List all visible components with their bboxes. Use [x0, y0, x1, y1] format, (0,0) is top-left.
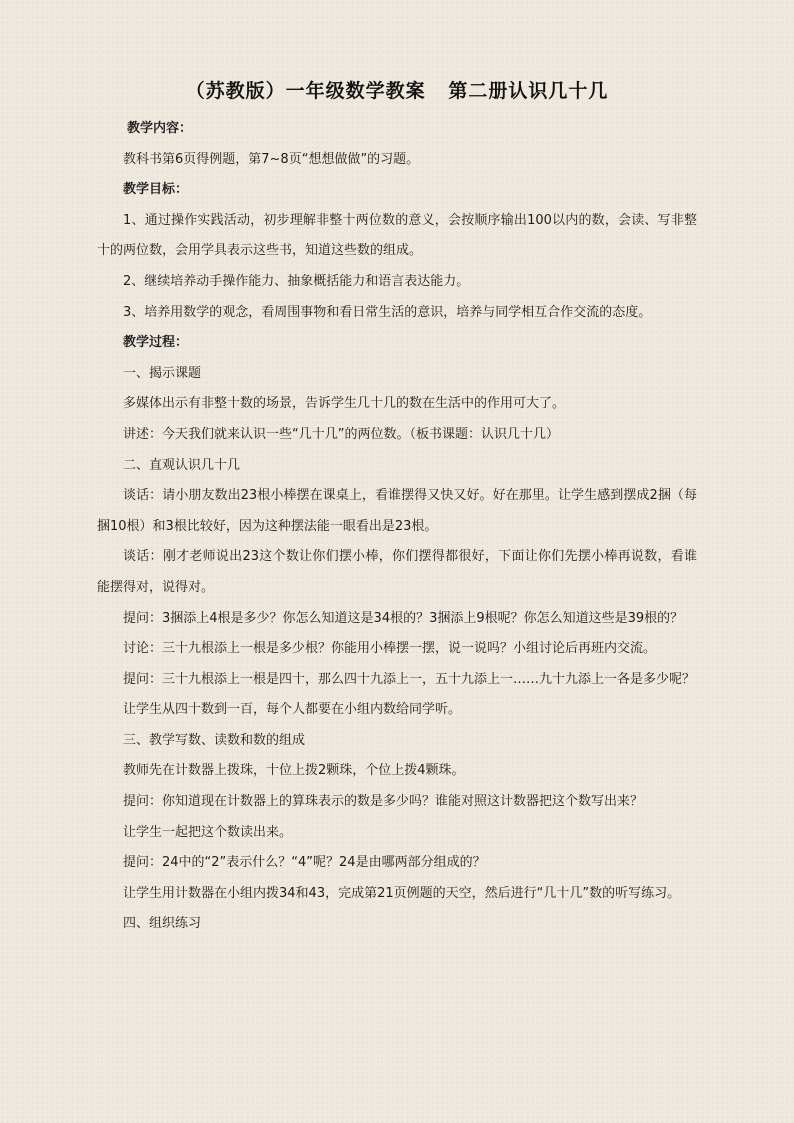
paragraph: 2、继续培养动手操作能力、抽象概括能力和语言表达能力。: [123, 273, 470, 289]
paragraph: 二、直观认识几十几: [123, 457, 241, 473]
section-heading: 教学内容：: [127, 121, 193, 136]
paragraph: 谈话：请小朋友数出23根小棒摆在课桌上，看谁摆得又快又好。好在那里。让学生感到摆成2捆（每捆10根）和3根比较好，因为这种摆法能一眼看出是23根。: [97, 488, 697, 534]
paragraph: 提问：3捆添上4根是多少？你怎么知道这是34根的？3捆添上9根呢？你怎么知道这些是39根的？: [123, 610, 684, 626]
paragraph: 谈话：刚才老师说出23这个数让你们摆小棒，你们摆得都很好，下面让你们先摆小棒再说数，看谁能摆得对，说得对。: [97, 549, 697, 595]
paragraph: 四、组织练习: [123, 916, 202, 932]
paragraph: 多媒体出示有非整十数的场景，告诉学生几十几的数在生活中的作用可大了。: [123, 396, 566, 412]
paragraph: 教科书第6页得例题，第7~8页“想想做做”的习题。: [123, 151, 420, 167]
section-heading: 教学目标：: [123, 182, 189, 198]
paragraph: 一、揭示课题: [123, 365, 202, 381]
paragraph: 让学生一起把这个数读出来。: [123, 824, 293, 840]
paragraph: 提问：你知道现在计数器上的算珠表示的数是多少吗？谁能对照这计数器把这个数写出来？: [123, 794, 644, 810]
section-heading: 教学过程：: [123, 335, 189, 351]
document-title: （苏教版）一年级数学教案 第二册认识几十几: [185, 80, 609, 102]
paragraph: 讲述：今天我们就来认识一些“几十几”的两位数。（板书课题：认识几十几）: [123, 426, 559, 442]
paragraph: 3、培养用数学的观念，看周围事物和看日常生活的意识，培养与同学相互合作交流的态度。: [123, 304, 652, 320]
paragraph: 提问：三十九根添上一根是四十，那么四十九添上一，五十九添上一……九十九添上一各是多少呢？: [123, 671, 696, 687]
document-body: [97, 114, 697, 940]
paragraph: 让学生从四十数到一百，每个人都要在小组内数给同学听。: [123, 702, 462, 718]
paragraph: 1、通过操作实践活动，初步理解非整十两位数的意义，会按顺序输出100以内的数，会读、写非整十的两位数，会用学具表示这些书，知道这些数的组成。: [97, 212, 697, 259]
paragraph: 让学生用计数器在小组内拨34和43，完成第21页例题的天空，然后进行“几十几”数的听写练习。: [123, 885, 681, 901]
paragraph: 讨论：三十九根添上一根是多少根？你能用小棒摆一摆，说一说吗？小组讨论后再班内交流。: [123, 641, 657, 657]
paragraph: 提问：24中的“2”表示什么？“4”呢？24是由哪两部分组成的？: [123, 855, 486, 871]
paragraph: 三、教学写数、读数和数的组成: [123, 732, 306, 748]
paragraph: 教师先在计数器上拨珠，十位上拨2颗珠，个位上拨4颗珠。: [123, 763, 465, 779]
